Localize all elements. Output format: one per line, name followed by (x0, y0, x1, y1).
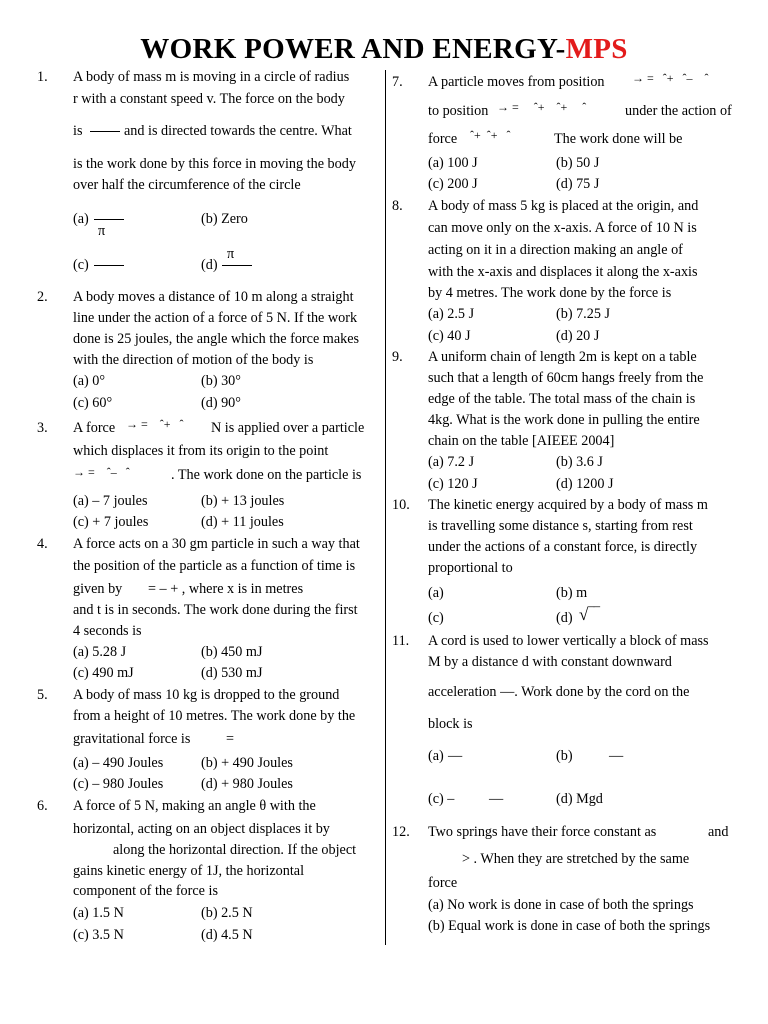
question-number: 8. (392, 198, 403, 214)
question-number: 7. (392, 74, 403, 90)
question-text: and (708, 824, 729, 840)
option-c: (c) 40 J (428, 328, 471, 344)
option-d: (d) 20 J (556, 328, 600, 344)
option-d: (d) 530 mJ (201, 665, 263, 681)
option-b: (b) 30° (201, 373, 241, 389)
question-text: over half the circumference of the circle (73, 177, 301, 193)
question-text: with the x-axis and displaces it along the x-axis (428, 264, 698, 280)
fraction-line (94, 255, 124, 277)
option-d: (d) Mgd (556, 791, 603, 807)
question-text: gravitational force is (73, 731, 191, 747)
option-b: (b) 3.6 J (556, 454, 603, 470)
question-text: 4 seconds is (73, 623, 142, 639)
question-text: A force of 5 N, making an angle θ with the (73, 798, 316, 814)
blank-line (90, 121, 120, 143)
question-text: under the action of (625, 103, 732, 119)
fraction-line (222, 255, 252, 277)
question-text: A force (73, 420, 116, 436)
question-text: The work done will be (554, 131, 683, 147)
option-a: (a) 0° (73, 373, 106, 389)
question-text: The kinetic energy acquired by a body of mass m (428, 497, 708, 513)
question-text: A particle moves from position (428, 74, 605, 90)
question-text: M by a distance d with constant downward (428, 654, 672, 670)
question-text: line under the action of a force of 5 N. If the work (73, 310, 358, 326)
question-text: block is (428, 716, 473, 732)
question-text: proportional to (428, 560, 513, 576)
vector-arrow-icon: ˆ+ ˆ+ ˆ (470, 128, 511, 142)
question-number: 12. (392, 824, 410, 840)
question-text: > . When they are stretched by the same (462, 851, 690, 867)
option-c: (c) – 980 Joules (73, 776, 164, 792)
question-text: and t is in seconds. The work done during the first (73, 602, 358, 618)
question-text: is (73, 123, 83, 139)
question-text: chain on the table [AIEEE 2004] (428, 433, 615, 449)
option-a: (a) 2.5 J (428, 306, 475, 322)
option-d: (d) 1200 J (556, 476, 614, 492)
option-b: (b) m (556, 585, 588, 601)
question-text: component of the force is (73, 883, 218, 899)
fraction-line: — (489, 791, 504, 807)
option-d: (d) + 980 Joules (201, 776, 293, 792)
fraction-line: — (609, 748, 624, 764)
option-a: (a) 5.28 J (73, 644, 127, 660)
option-b: (b) 7.25 J (556, 306, 610, 322)
question-number: 4. (37, 536, 48, 552)
option-b: (b) + 13 joules (201, 493, 285, 509)
option-a: (a) No work is done in case of both the springs (428, 897, 694, 913)
question-text: and is directed towards the centre. What (124, 123, 352, 139)
fraction-line: — (448, 748, 463, 764)
option-c: (c) + 7 joules (73, 514, 149, 530)
question-text: is the work done by this force in moving the body (73, 156, 356, 172)
question-text: can move only on the x-axis. A force of 10 N is (428, 220, 697, 236)
option-d: (d) (556, 610, 573, 626)
option-b: (b) Zero (201, 211, 248, 227)
question-text: the position of the particle as a function of time is (73, 558, 356, 574)
question-text: from a height of 10 metres. The work done by the (73, 708, 356, 724)
question-text: which displaces it from its origin to the point (73, 443, 329, 459)
option-b: (b) Equal work is done in case of both the springs (428, 918, 711, 934)
question-text: . The work done on the particle is (171, 467, 362, 483)
option-a: (a) (428, 748, 444, 764)
page-title: WORK POWER AND ENERGY-MPS (140, 33, 628, 65)
question-text: by 4 metres. The work done by the force is (428, 285, 672, 301)
question-text: A uniform chain of length 2m is kept on a table (428, 349, 697, 365)
option-a: (a) (73, 211, 89, 227)
question-text: A body moves a distance of 10 m along a straight (73, 289, 354, 305)
question-text: 4kg. What is the work done in pulling the entire (428, 412, 700, 428)
question-number: 10. (392, 497, 410, 513)
option-b: (b) (556, 748, 573, 764)
option-b: (b) 450 mJ (201, 644, 263, 660)
option-d: (d) (201, 257, 218, 273)
question-text: = – + , where x is in metres (148, 581, 304, 597)
question-text: force (428, 131, 458, 147)
option-d: (d) 4.5 N (201, 927, 253, 943)
question-text: is travelling some distance s, starting from rest (428, 518, 693, 534)
question-number: 3. (37, 420, 48, 436)
question-text: acting on it in a direction making an angle of (428, 242, 683, 258)
option-c: (c) (428, 610, 444, 626)
option-a: (a) – 490 Joules (73, 755, 164, 771)
option-c: (c) – (428, 791, 455, 807)
option-c: (c) (73, 257, 89, 273)
question-text: N is applied over a particle (211, 420, 365, 436)
question-number: 2. (37, 289, 48, 305)
question-text: with the direction of motion of the body is (73, 352, 314, 368)
vector-arrow-icon: → = ˆ+ ˆ– ˆ (632, 71, 709, 85)
option-a: (a) – 7 joules (73, 493, 148, 509)
vector-arrow-icon: → = ˆ– ˆ (73, 465, 130, 479)
question-text: acceleration —. Work done by the cord on the (428, 684, 690, 700)
fraction-denominator: π (98, 223, 106, 239)
question-text: along the horizontal direction. If the object (113, 842, 357, 858)
question-text: under the actions of a constant force, is directly (428, 539, 698, 555)
question-text: Two springs have their force constant as (428, 824, 657, 840)
vector-arrow-icon: → = ˆ+ ˆ (126, 417, 184, 431)
question-text: given by (73, 581, 123, 597)
question-text: A cord is used to lower vertically a block of mass (428, 633, 709, 649)
question-text: such that a length of 60cm hangs freely from the (428, 370, 704, 386)
question-text: done is 25 joules, the angle which the force makes (73, 331, 360, 347)
question-number: 9. (392, 349, 403, 365)
option-c: (c) 120 J (428, 476, 478, 492)
option-c: (c) 200 J (428, 176, 478, 192)
option-c: (c) 490 mJ (73, 665, 134, 681)
option-b: (b) + 490 Joules (201, 755, 293, 771)
question-text: A body of mass m is moving in a circle of radius (73, 69, 350, 85)
question-number: 11. (392, 633, 410, 649)
equals-sign: = (226, 731, 235, 747)
option-d: (d) + 11 joules (201, 514, 284, 530)
question-number: 6. (37, 798, 48, 814)
option-d: (d) 90° (201, 395, 241, 411)
question-text: r with a constant speed v. The force on the body (73, 91, 345, 107)
question-text: force (428, 875, 458, 891)
question-text: A body of mass 5 kg is placed at the origin, and (428, 198, 699, 214)
question-text: to position (428, 103, 489, 119)
option-c: (c) 60° (73, 395, 113, 411)
question-text: horizontal, acting on an object displaces it by (73, 821, 330, 837)
sqrt-icon: √‾‾ (579, 605, 600, 624)
question-text: edge of the table. The total mass of the chain is (428, 391, 696, 407)
option-c: (c) 3.5 N (73, 927, 124, 943)
option-b: (b) 2.5 N (201, 905, 253, 921)
option-b: (b) 50 J (556, 155, 600, 171)
option-a: (a) (428, 585, 444, 601)
fraction-numerator: π (227, 246, 235, 262)
vector-arrow-icon: → = ˆ+ ˆ+ ˆ (497, 100, 587, 114)
title-accent: MPS (565, 33, 628, 65)
option-a: (a) 100 J (428, 155, 478, 171)
option-a: (a) 7.2 J (428, 454, 475, 470)
column-divider (385, 70, 386, 945)
option-a: (a) 1.5 N (73, 905, 124, 921)
question-number: 1. (37, 69, 48, 85)
question-text: A body of mass 10 kg is dropped to the ground (73, 687, 340, 703)
question-text: A force acts on a 30 gm particle in such a way that (73, 536, 360, 552)
option-d: (d) 75 J (556, 176, 600, 192)
question-number: 5. (37, 687, 48, 703)
question-text: gains kinetic energy of 1J, the horizontal (73, 863, 305, 879)
